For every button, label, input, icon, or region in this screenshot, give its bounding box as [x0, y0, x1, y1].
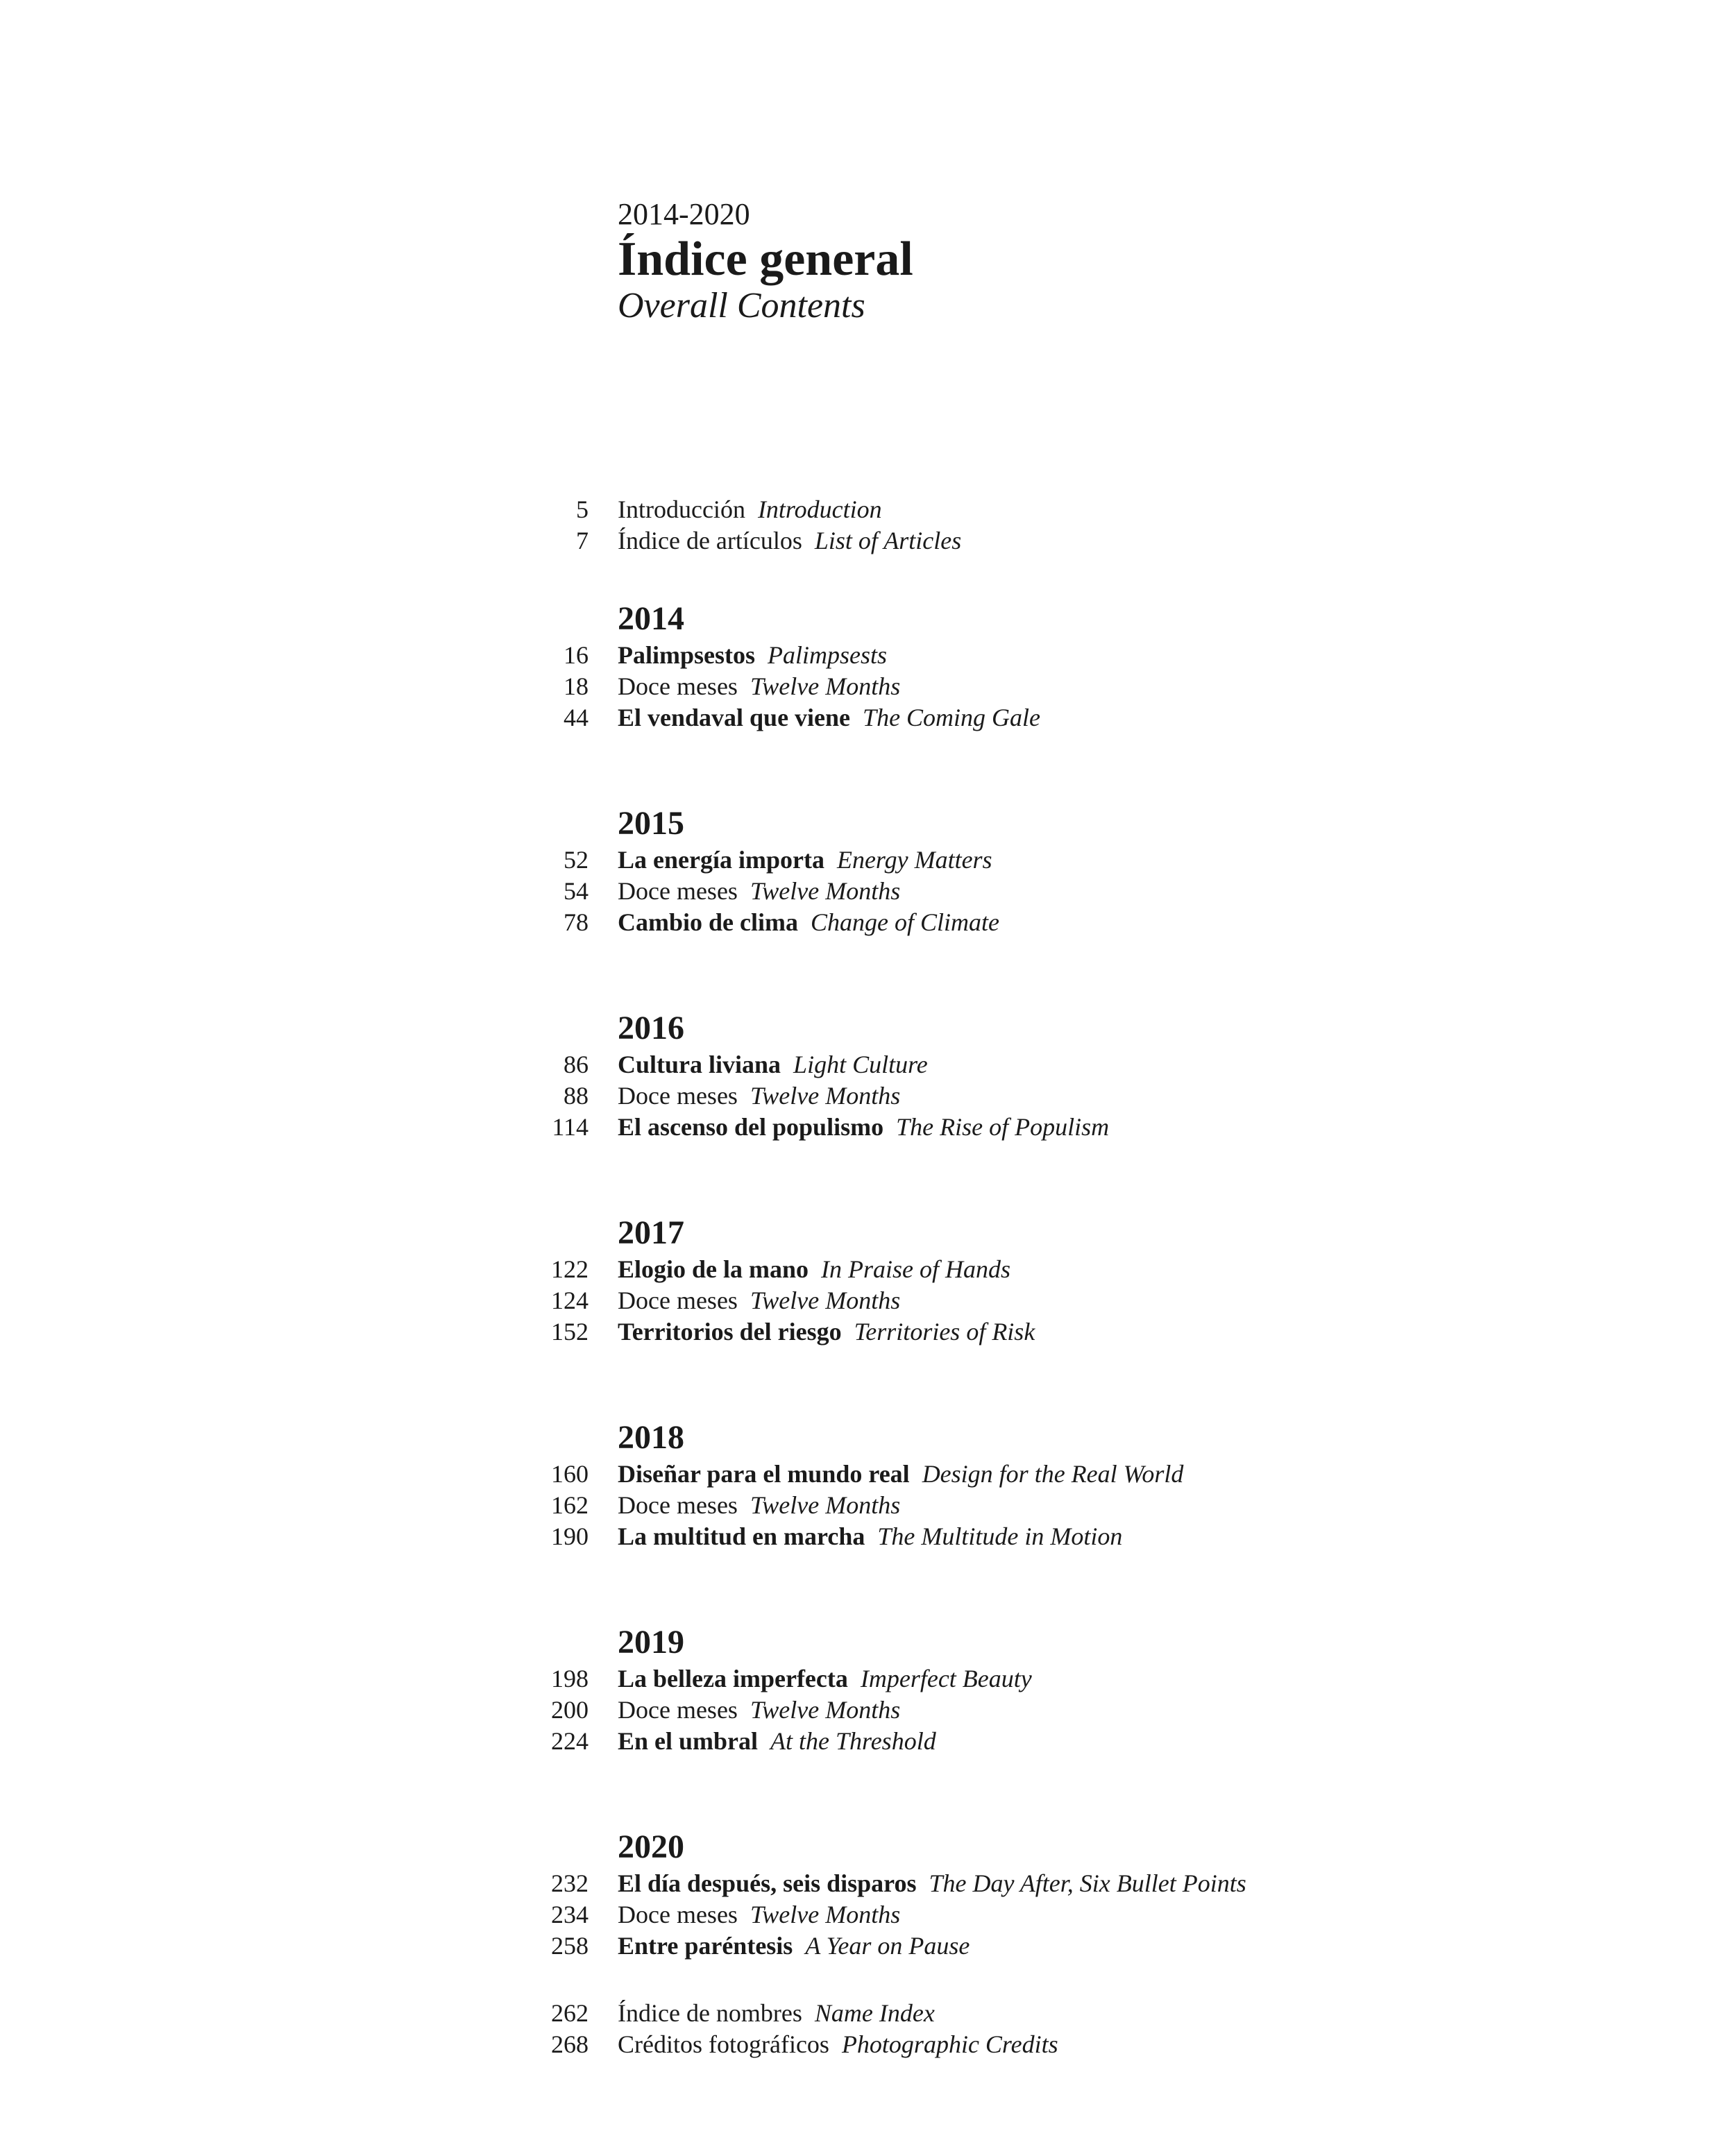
toc-entry[interactable] — [0, 494, 1735, 525]
entry-title-spanish: Índice de nombres — [618, 1999, 802, 2027]
toc-entry[interactable] — [0, 844, 1735, 876]
entry-title-spanish: La energía importa — [618, 846, 824, 874]
page-number: 258 — [551, 1932, 589, 1960]
toc-entry[interactable] — [0, 1868, 1735, 1899]
toc-entry[interactable] — [0, 2029, 1735, 2060]
year-heading: 2018 — [618, 1419, 684, 1456]
toc-entry[interactable] — [0, 1049, 1735, 1080]
entry-title — [618, 1868, 1246, 1899]
spacer — [0, 1757, 1735, 1826]
page-number: 5 — [576, 495, 589, 523]
table-of-contents — [0, 494, 1735, 2060]
toc-entry[interactable] — [0, 1490, 1735, 1521]
entry-title — [618, 525, 961, 557]
entry-title-english: Introduction — [757, 495, 882, 523]
entry-title — [618, 1930, 970, 1962]
entry-title-english: Twelve Months — [750, 877, 901, 905]
entry-title-english: Imperfect Beauty — [860, 1665, 1032, 1692]
entry-title-spanish: Diseñar para el mundo real — [618, 1460, 910, 1488]
year-range: 2014-2020 — [618, 197, 750, 231]
entry-title-spanish: Elogio de la mano — [618, 1255, 809, 1283]
page-number: 18 — [564, 672, 589, 700]
toc-entry[interactable] — [0, 1998, 1735, 2029]
entry-title-english: Palimpsests — [768, 641, 888, 669]
entry-title — [618, 1726, 936, 1757]
entry-title-english: Twelve Months — [750, 1491, 901, 1519]
page-number: 44 — [564, 704, 589, 731]
toc-header — [618, 196, 913, 326]
entry-title-english: Photographic Credits — [841, 2030, 1058, 2058]
entry-title-spanish: Doce meses — [618, 1082, 738, 1110]
entry-title-english: Territories of Risk — [854, 1318, 1035, 1346]
page-number: 160 — [551, 1460, 589, 1488]
page-number: 224 — [551, 1727, 589, 1755]
year-heading: 2015 — [618, 805, 684, 842]
toc-entry[interactable] — [0, 1899, 1735, 1930]
entry-title-spanish: El ascenso del populismo — [618, 1113, 884, 1141]
page-number: 86 — [564, 1051, 589, 1078]
entry-title-english: At the Threshold — [770, 1727, 936, 1755]
toc-entry[interactable] — [0, 640, 1735, 671]
toc-entry[interactable] — [0, 1459, 1735, 1490]
entry-title-spanish: Doce meses — [618, 1696, 738, 1724]
entry-title-spanish: Palimpsestos — [618, 641, 755, 669]
page-number: 54 — [564, 877, 589, 905]
entry-title-spanish: En el umbral — [618, 1727, 759, 1755]
toc-entry[interactable] — [0, 702, 1735, 733]
entry-title — [618, 1316, 1035, 1348]
page-number: 262 — [551, 1999, 589, 2027]
entry-title — [618, 907, 999, 938]
page-title: Índice general — [618, 232, 913, 286]
entry-title-spanish: El vendaval que viene — [618, 704, 851, 731]
page-number: 268 — [551, 2030, 589, 2058]
entry-title-spanish: Índice de artículos — [618, 527, 802, 554]
entry-title-spanish: Créditos fotográficos — [618, 2030, 829, 2058]
page-number: 124 — [551, 1287, 589, 1314]
entry-title-english: List of Articles — [814, 527, 962, 554]
entry-title-english: Name Index — [814, 1999, 935, 2027]
entry-title — [618, 1663, 1032, 1695]
toc-entry[interactable] — [0, 1663, 1735, 1695]
entry-title — [618, 1998, 935, 2029]
entry-title-english: A Year on Pause — [805, 1932, 970, 1960]
entry-title-spanish: Doce meses — [618, 877, 738, 905]
entry-title-spanish: Doce meses — [618, 1491, 738, 1519]
page-number: 152 — [551, 1318, 589, 1346]
entry-title-spanish: La multitud en marcha — [618, 1522, 865, 1550]
toc-entry[interactable] — [0, 1726, 1735, 1757]
year-heading: 2019 — [618, 1624, 684, 1661]
entry-title-spanish: Doce meses — [618, 1901, 738, 1928]
entry-title-spanish: Cambio de clima — [618, 908, 798, 936]
page-number: 200 — [551, 1696, 589, 1724]
spacer — [0, 1348, 1735, 1417]
entry-title-english: Twelve Months — [750, 1696, 901, 1724]
page-number: 162 — [551, 1491, 589, 1519]
year-heading: 2016 — [618, 1010, 684, 1046]
page-number: 52 — [564, 846, 589, 874]
entry-title-spanish: Entre paréntesis — [618, 1932, 793, 1960]
entry-title-english: Design for the Real World — [922, 1460, 1184, 1488]
entry-title — [618, 702, 1040, 733]
spacer — [0, 1143, 1735, 1212]
toc-entry[interactable] — [0, 1316, 1735, 1348]
entry-title-spanish: La belleza imperfecta — [618, 1665, 848, 1692]
entry-title — [618, 671, 900, 702]
entry-title — [618, 1285, 900, 1316]
toc-entry[interactable] — [0, 1695, 1735, 1726]
entry-title — [618, 1695, 900, 1726]
toc-entry[interactable] — [0, 1112, 1735, 1143]
page-number: 234 — [551, 1901, 589, 1928]
spacer — [0, 1552, 1735, 1622]
entry-title-english: Twelve Months — [750, 1901, 901, 1928]
page-number: 7 — [576, 527, 589, 554]
toc-entry[interactable] — [0, 1080, 1735, 1112]
entry-title-english: The Multitude in Motion — [877, 1522, 1123, 1550]
entry-title — [618, 640, 887, 671]
entry-title-spanish: Territorios del riesgo — [618, 1318, 842, 1346]
entry-title-english: The Coming Gale — [863, 704, 1041, 731]
entry-title — [618, 1254, 1010, 1285]
entry-title — [618, 2029, 1058, 2060]
entry-title — [618, 876, 900, 907]
spacer — [0, 733, 1735, 803]
entry-title-spanish: Doce meses — [618, 672, 738, 700]
entry-title-english: Energy Matters — [836, 846, 992, 874]
entry-title-english: In Praise of Hands — [821, 1255, 1011, 1283]
entry-title-english: The Day After, Six Bullet Points — [929, 1869, 1246, 1897]
entry-title-english: The Rise of Populism — [896, 1113, 1110, 1141]
entry-title-spanish: El día después, seis disparos — [618, 1869, 917, 1897]
toc-entry[interactable] — [0, 907, 1735, 938]
year-heading: 2020 — [618, 1828, 684, 1865]
toc-entry[interactable] — [0, 1930, 1735, 1962]
entry-title-spanish: Cultura liviana — [618, 1051, 781, 1078]
spacer — [0, 1962, 1735, 1998]
toc-entry[interactable] — [0, 1285, 1735, 1316]
spacer — [0, 938, 1735, 1008]
page-number: 122 — [551, 1255, 589, 1283]
entry-title — [618, 1521, 1122, 1552]
page-number: 232 — [551, 1869, 589, 1897]
toc-entry[interactable] — [0, 1521, 1735, 1552]
page-number: 198 — [551, 1665, 589, 1692]
spacer — [0, 557, 1735, 598]
page-number: 78 — [564, 908, 589, 936]
entry-title — [618, 494, 882, 525]
toc-entry[interactable] — [0, 876, 1735, 907]
entry-title-english: Light Culture — [793, 1051, 928, 1078]
page-number: 88 — [564, 1082, 589, 1110]
page-number: 16 — [564, 641, 589, 669]
entry-title — [618, 1049, 928, 1080]
entry-title — [618, 1112, 1109, 1143]
page-number: 114 — [552, 1113, 589, 1141]
entry-title — [618, 1899, 900, 1930]
toc-entry[interactable] — [0, 525, 1735, 557]
entry-title — [618, 1490, 900, 1521]
entry-title-english: Twelve Months — [750, 672, 901, 700]
page-number: 190 — [551, 1522, 589, 1550]
entry-title-english: Twelve Months — [750, 1287, 901, 1314]
entry-title-spanish: Doce meses — [618, 1287, 738, 1314]
page-subtitle: Overall Contents — [618, 286, 865, 325]
toc-entry[interactable] — [0, 671, 1735, 702]
year-heading: 2014 — [618, 600, 684, 637]
entry-title — [618, 844, 992, 876]
entry-title — [618, 1080, 900, 1112]
year-heading: 2017 — [618, 1214, 684, 1251]
entry-title-english: Twelve Months — [750, 1082, 901, 1110]
entry-title-spanish: Introducción — [618, 495, 745, 523]
entry-title — [618, 1459, 1183, 1490]
toc-entry[interactable] — [0, 1254, 1735, 1285]
entry-title-english: Change of Climate — [810, 908, 999, 936]
